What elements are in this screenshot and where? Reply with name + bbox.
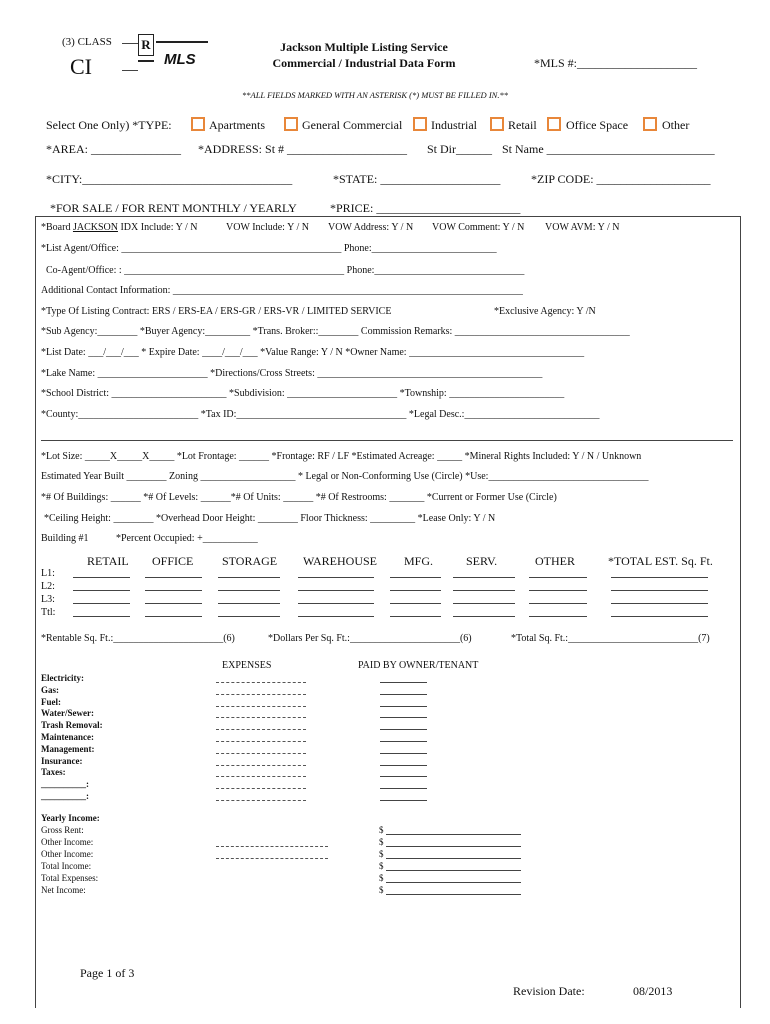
state-field[interactable]: *STATE: ____________________ <box>333 172 501 186</box>
expense-amount-input[interactable] <box>216 788 306 789</box>
realtor-symbol: R <box>141 37 151 52</box>
income-label: Net Income: <box>41 885 86 895</box>
checkbox-industrial[interactable] <box>413 117 427 131</box>
dollar-sign: $ <box>379 861 384 871</box>
space-cell-input[interactable] <box>73 603 130 604</box>
vow-address-field[interactable]: VOW Address: Y / N <box>328 222 414 233</box>
class-label: (3) CLASS <box>62 36 112 48</box>
logo-bar-small <box>138 60 154 62</box>
checkbox-office-space[interactable] <box>547 117 561 131</box>
space-cell-input[interactable] <box>145 577 202 578</box>
space-cell-input[interactable] <box>529 603 587 604</box>
area-field[interactable]: *AREA: _______________ <box>46 142 181 156</box>
revision-date-label: Revision Date: <box>513 984 585 998</box>
row-label-l3: L3: <box>41 594 55 605</box>
street-name-field[interactable]: St Name ____________________________ <box>502 142 715 156</box>
paid-by-input[interactable] <box>380 717 427 718</box>
space-cell-input[interactable] <box>529 616 587 617</box>
page-number: Page 1 of 3 <box>80 966 135 980</box>
space-cell-input[interactable] <box>298 616 374 617</box>
expense-label: Water/Sewer: <box>41 708 94 719</box>
space-cell-input[interactable] <box>298 590 374 591</box>
space-cell-input[interactable] <box>390 603 441 604</box>
expense-amount-input[interactable] <box>216 729 306 730</box>
mls-logo-text: MLS <box>164 51 196 68</box>
col-storage: STORAGE <box>222 554 278 568</box>
income-label: Other Income: <box>41 837 94 847</box>
vow-include-field[interactable]: VOW Include: Y / N <box>226 222 309 233</box>
space-cell-input[interactable] <box>218 603 280 604</box>
yearly-income-heading: Yearly Income: <box>41 813 100 823</box>
expense-label: Electricity: <box>41 673 84 683</box>
expense-amount-input[interactable] <box>216 682 306 683</box>
co-agent-field[interactable]: Co-Agent/Office: : ____________________________________________ Phone:______________________________ <box>46 265 525 276</box>
space-cell-input[interactable] <box>298 603 374 604</box>
list-date-field[interactable]: *List Date: ___/___/___ * Expire Date: ____/___/___ *Value Range: Y / N *Owner Name: ___________________________________ <box>41 347 585 358</box>
expense-label: __________: <box>41 791 89 801</box>
building-number-label: Building #1 <box>41 533 89 544</box>
space-cell-input[interactable] <box>390 616 441 617</box>
space-cell-input[interactable] <box>218 577 280 578</box>
income-label: Gross Rent: <box>41 825 84 835</box>
dollar-sign: $ <box>379 849 384 859</box>
ceiling-height-field[interactable]: *Ceiling Height: ________ *Overhead Door Height: ________ Floor Thickness: _________ *Lease Only: Y / N <box>44 513 496 524</box>
space-cell-input[interactable] <box>453 616 515 617</box>
paid-by-input[interactable] <box>380 776 427 777</box>
row-label-ttl: Ttl: <box>41 607 56 618</box>
expense-label: Fuel: <box>41 696 61 707</box>
row-label-l1: L1: <box>41 568 55 579</box>
mls-number-field[interactable]: *MLS #:____________________ <box>534 56 698 70</box>
legal-desc-continuation[interactable] <box>41 440 733 441</box>
mls-logo <box>138 34 214 74</box>
realtor-logo-icon <box>138 34 154 56</box>
dollar-sign: $ <box>379 873 384 883</box>
option-other: Other <box>662 118 690 132</box>
space-cell-input[interactable] <box>611 616 708 617</box>
paid-by-input[interactable] <box>380 706 427 707</box>
lot-size-field[interactable]: *Lot Size: _____X_____X_____ *Lot Frontage: ______ *Frontage: RF / LF *Estimated Acreage: _____ *Mineral Rights Included: Y / N / Unknown <box>41 451 642 462</box>
col-retail: RETAIL <box>87 554 129 568</box>
paid-by-input[interactable] <box>380 788 427 789</box>
dollars-per-sqft-field[interactable]: *Dollars Per Sq. Ft.:______________________(6) <box>268 633 472 644</box>
option-industrial: Industrial <box>431 118 477 132</box>
logo-rule-top <box>122 43 138 44</box>
expenses-heading: EXPENSES <box>222 660 272 671</box>
col-other: OTHER <box>535 554 575 568</box>
space-cell-input[interactable] <box>453 603 515 604</box>
paid-by-input[interactable] <box>380 765 427 766</box>
income-label: Total Income: <box>41 861 92 871</box>
col-mfg: MFG. <box>404 554 434 568</box>
expense-label: Maintenance: <box>41 732 94 742</box>
additional-contact-field[interactable]: Additional Contact Information: ______________________________________________________________________ <box>41 285 523 296</box>
space-cell-input[interactable] <box>145 616 202 617</box>
space-cell-input[interactable] <box>529 577 587 578</box>
vow-comment-field[interactable]: VOW Comment: Y / N <box>432 222 525 233</box>
checkbox-retail[interactable] <box>490 117 504 131</box>
idx-include: IDX Include: Y / N <box>117 222 198 233</box>
expense-amount-input[interactable] <box>216 765 306 766</box>
space-cell-input[interactable] <box>73 616 130 617</box>
option-apartments: Apartments <box>209 118 265 132</box>
paid-by-input[interactable] <box>380 753 427 754</box>
space-cell-input[interactable] <box>218 616 280 617</box>
revision-date: 08/2013 <box>633 984 673 998</box>
required-fields-notice: **ALL FIELDS MARKED WITH AN ASTERISK (*) MUST BE FILLED IN.** <box>242 90 508 100</box>
logo-bar <box>156 41 208 43</box>
income-amount-input[interactable] <box>386 846 521 847</box>
expense-label: Management: <box>41 743 95 754</box>
buildings-field[interactable]: *# Of Buildings: ______ *# Of Levels: ______*# Of Units: ______ *# Of Restrooms: _______ *Current or Former Use (Circle) <box>41 492 557 503</box>
lake-name-field[interactable]: *Lake Name: ______________________ *Directions/Cross Streets: _____________________________________________ <box>41 368 543 379</box>
sale-rent-field[interactable]: *FOR SALE / FOR RENT MONTHLY / YEARLY <box>50 201 297 215</box>
expense-amount-input[interactable] <box>216 706 306 707</box>
paid-by-input[interactable] <box>380 800 427 801</box>
income-label: Total Expenses: <box>41 873 99 883</box>
col-total: *TOTAL EST. Sq. Ft. <box>608 554 713 568</box>
board-idx-field[interactable] <box>41 222 198 233</box>
row-label-l2: L2: <box>41 581 55 592</box>
income-label: Other Income: <box>41 849 94 859</box>
expense-amount-input[interactable] <box>216 694 306 695</box>
type-label: Select One Only) *TYPE: <box>46 118 172 132</box>
space-cell-input[interactable] <box>611 590 708 591</box>
class-code: CI <box>70 54 92 79</box>
space-cell-input[interactable] <box>145 590 202 591</box>
board-name: JACKSON <box>72 222 118 233</box>
space-cell-input[interactable] <box>218 590 280 591</box>
expense-amount-input[interactable] <box>216 717 306 718</box>
dollar-sign: $ <box>379 825 384 835</box>
exclusive-agency-field[interactable]: *Exclusive Agency: Y /N <box>494 306 596 317</box>
price-field[interactable]: *PRICE: ________________________ <box>330 201 521 215</box>
other-income-source-input[interactable] <box>216 858 328 859</box>
school-district-field[interactable]: *School District: _______________________ *Subdivision: ______________________ *Township: _______________________ <box>41 388 565 399</box>
logo-rule-bottom <box>122 70 138 71</box>
expense-label: Gas: <box>41 684 59 695</box>
option-office-space: Office Space <box>566 118 629 132</box>
dollar-sign: $ <box>379 837 384 847</box>
zip-field[interactable]: *ZIP CODE: ___________________ <box>531 172 711 186</box>
percent-occupied-field[interactable]: *Percent Occupied: +___________ <box>116 533 258 544</box>
option-retail: Retail <box>508 118 537 132</box>
option-general-commercial: General Commercial <box>302 118 403 132</box>
form-title-line2: Commercial / Industrial Data Form <box>272 56 456 70</box>
space-cell-input[interactable] <box>453 590 515 591</box>
paid-by-input[interactable] <box>380 729 427 730</box>
income-amount-input[interactable] <box>386 870 521 871</box>
space-cell-input[interactable] <box>529 590 587 591</box>
street-number-field[interactable]: *ADDRESS: St # ____________________ <box>198 142 408 156</box>
col-serv: SERV. <box>466 554 498 568</box>
expense-amount-input[interactable] <box>216 753 306 754</box>
space-cell-input[interactable] <box>73 590 130 591</box>
street-dir-field[interactable]: St Dir______ <box>427 142 493 156</box>
space-cell-input[interactable] <box>73 577 130 578</box>
space-cell-input[interactable] <box>390 590 441 591</box>
total-sqft-field[interactable]: *Total Sq. Ft.:__________________________(7) <box>511 633 710 644</box>
income-amount-input[interactable] <box>386 834 521 835</box>
expense-amount-input[interactable] <box>216 776 306 777</box>
space-cell-input[interactable] <box>611 603 708 604</box>
income-amount-input[interactable] <box>386 858 521 859</box>
paid-by-input[interactable] <box>380 682 427 683</box>
agency-commission-field[interactable]: *Sub Agency:________ *Buyer Agency:_________ *Trans. Broker::________ Commission Remarks: ___________________________________ <box>41 326 630 337</box>
paid-by-input[interactable] <box>380 694 427 695</box>
income-amount-input[interactable] <box>386 894 521 895</box>
paid-by-input[interactable] <box>380 741 427 742</box>
checkbox-apartments[interactable] <box>191 117 205 131</box>
dollar-sign: $ <box>379 885 384 895</box>
space-cell-input[interactable] <box>390 577 441 578</box>
board-prefix: *Board <box>41 222 73 233</box>
expense-amount-input[interactable] <box>216 741 306 742</box>
checkbox-other[interactable] <box>643 117 657 131</box>
space-cell-input[interactable] <box>611 577 708 578</box>
county-field[interactable]: *County:________________________ *Tax ID:__________________________________ *Legal Desc.:___________________________ <box>41 409 600 420</box>
col-office: OFFICE <box>152 554 194 568</box>
space-cell-input[interactable] <box>298 577 374 578</box>
paid-by-heading: PAID BY OWNER/TENANT <box>358 660 479 671</box>
other-income-source-input[interactable] <box>216 846 328 847</box>
expense-label: __________: <box>41 779 89 790</box>
rentable-sqft-field[interactable]: *Rentable Sq. Ft.:______________________(6) <box>41 633 235 644</box>
space-cell-input[interactable] <box>453 577 515 578</box>
expense-label: Taxes: <box>41 767 66 778</box>
checkbox-general-commercial[interactable] <box>284 117 298 131</box>
col-warehouse: WAREHOUSE <box>303 554 377 568</box>
listing-contract-field[interactable]: *Type Of Listing Contract: ERS / ERS-EA / ERS-GR / ERS-VR / LIMITED SERVICE <box>41 306 392 317</box>
list-agent-field[interactable]: *List Agent/Office: ____________________________________________ Phone:_________________________ <box>41 243 497 254</box>
expense-amount-input[interactable] <box>216 800 306 801</box>
vow-avm-field[interactable]: VOW AVM: Y / N <box>545 222 620 233</box>
expense-label: Insurance: <box>41 755 83 766</box>
year-built-field[interactable]: Estimated Year Built ________ Zoning ___________________ * Legal or Non-Conforming Use (Circle) *Use:________________________________ <box>41 471 649 482</box>
space-cell-input[interactable] <box>145 603 202 604</box>
expense-label: Trash Removal: <box>41 720 103 731</box>
form-title-line1: Jackson Multiple Listing Service <box>280 40 448 54</box>
income-amount-input[interactable] <box>386 882 521 883</box>
city-field[interactable]: *CITY:___________________________________ <box>46 172 293 186</box>
